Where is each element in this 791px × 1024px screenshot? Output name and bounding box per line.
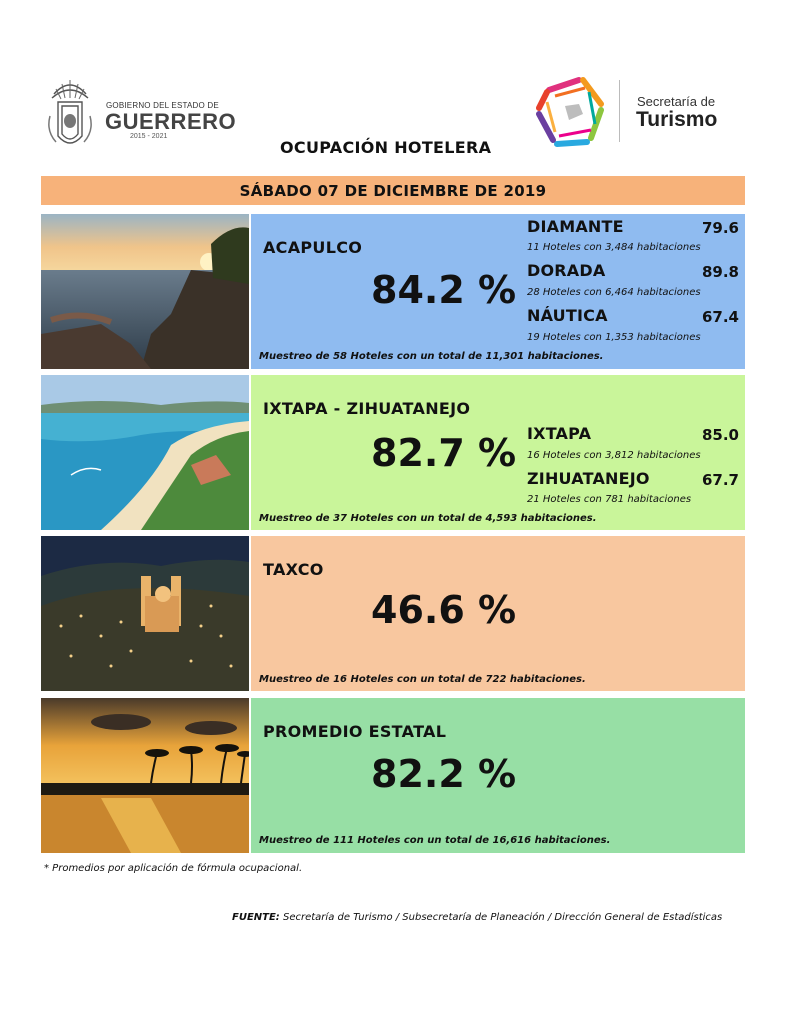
ixtapa-percent: 82.7 % <box>371 431 517 475</box>
promedio-muestreo: Muestreo de 111 Hoteles con un total de 16,616 habitaciones. <box>259 835 611 846</box>
acapulco-photo <box>41 214 249 369</box>
tourism-line2: Turismo <box>636 108 718 131</box>
report-date: SÁBADO 07 DE DICIEMBRE DE 2019 <box>239 181 547 200</box>
tourism-line1: Secretaría de <box>637 94 716 109</box>
gov-line1: GOBIERNO DEL ESTADO DE <box>106 101 219 110</box>
zone-desc-diamante: 11 Hoteles con 3,484 habitaciones <box>527 242 701 253</box>
zone-value-zihuatanejo: 67.7 <box>701 471 739 489</box>
zone-desc-ixtapa: 16 Hoteles con 3,812 habitaciones <box>527 450 701 461</box>
taxco-muestreo: Muestreo de 16 Hoteles con un total de 722 habitaciones. <box>259 674 586 685</box>
zone-desc-nautica: 19 Hoteles con 1,353 habitaciones <box>527 332 701 343</box>
document-title: OCUPACIÓN HOTELERA <box>280 138 492 157</box>
gov-line3: 2015 - 2021 <box>130 133 168 140</box>
section-promedio <box>41 698 745 853</box>
gov-line2: GUERRERO <box>105 109 237 134</box>
zone-name-diamante: DIAMANTE <box>527 217 624 236</box>
ixtapa-muestreo: Muestreo de 37 Hoteles con un total de 4,593 habitaciones. <box>259 513 597 524</box>
section-ixtapa <box>41 375 745 530</box>
source-line <box>232 912 722 923</box>
tourism-logo-icon <box>535 74 607 150</box>
acapulco-percent: 84.2 % <box>371 268 517 312</box>
promedio-percent: 82.2 % <box>371 752 517 796</box>
footnote: * Promedios por aplicación de fórmula ocupacional. <box>44 863 303 874</box>
zone-value-dorada: 89.8 <box>701 263 739 281</box>
source-text: Secretaría de Turismo / Subsecretaría de Planeación / Dirección General de Estadísticas <box>279 912 723 923</box>
government-logo <box>44 76 237 156</box>
zone-desc-dorada: 28 Hoteles con 6,464 habitaciones <box>527 287 701 298</box>
ixtapa-name: IXTAPA - ZIHUATANEJO <box>263 399 471 418</box>
promedio-name: PROMEDIO ESTATAL <box>263 722 447 741</box>
promedio-panel <box>251 698 745 853</box>
promedio-photo <box>41 698 249 853</box>
zone-name-ixtapa: IXTAPA <box>527 424 592 443</box>
taxco-percent: 46.6 % <box>371 588 517 632</box>
taxco-name: TAXCO <box>263 560 324 579</box>
zone-name-dorada: DORADA <box>527 261 606 280</box>
acapulco-name: ACAPULCO <box>263 238 363 257</box>
section-acapulco <box>41 214 745 369</box>
taxco-photo <box>41 536 249 691</box>
acapulco-muestreo: Muestreo de 58 Hoteles con un total de 11,301 habitaciones. <box>259 351 604 362</box>
ixtapa-photo <box>41 375 249 530</box>
zone-value-diamante: 79.6 <box>701 219 739 237</box>
ixtapa-panel <box>251 375 745 530</box>
section-taxco <box>41 536 745 691</box>
logo-divider <box>619 80 620 142</box>
zone-name-nautica: NÁUTICA <box>527 306 608 325</box>
tourism-logo <box>535 74 745 154</box>
taxco-panel <box>251 536 745 691</box>
zone-desc-zihuatanejo: 21 Hoteles con 781 habitaciones <box>527 494 692 505</box>
date-bar <box>41 176 745 205</box>
state-seal-icon <box>44 76 96 152</box>
zone-name-zihuatanejo: ZIHUATANEJO <box>527 469 650 488</box>
source-label: FUENTE: <box>232 912 280 923</box>
zone-value-nautica: 67.4 <box>701 308 739 326</box>
zone-value-ixtapa: 85.0 <box>701 426 739 444</box>
acapulco-panel <box>251 214 745 369</box>
